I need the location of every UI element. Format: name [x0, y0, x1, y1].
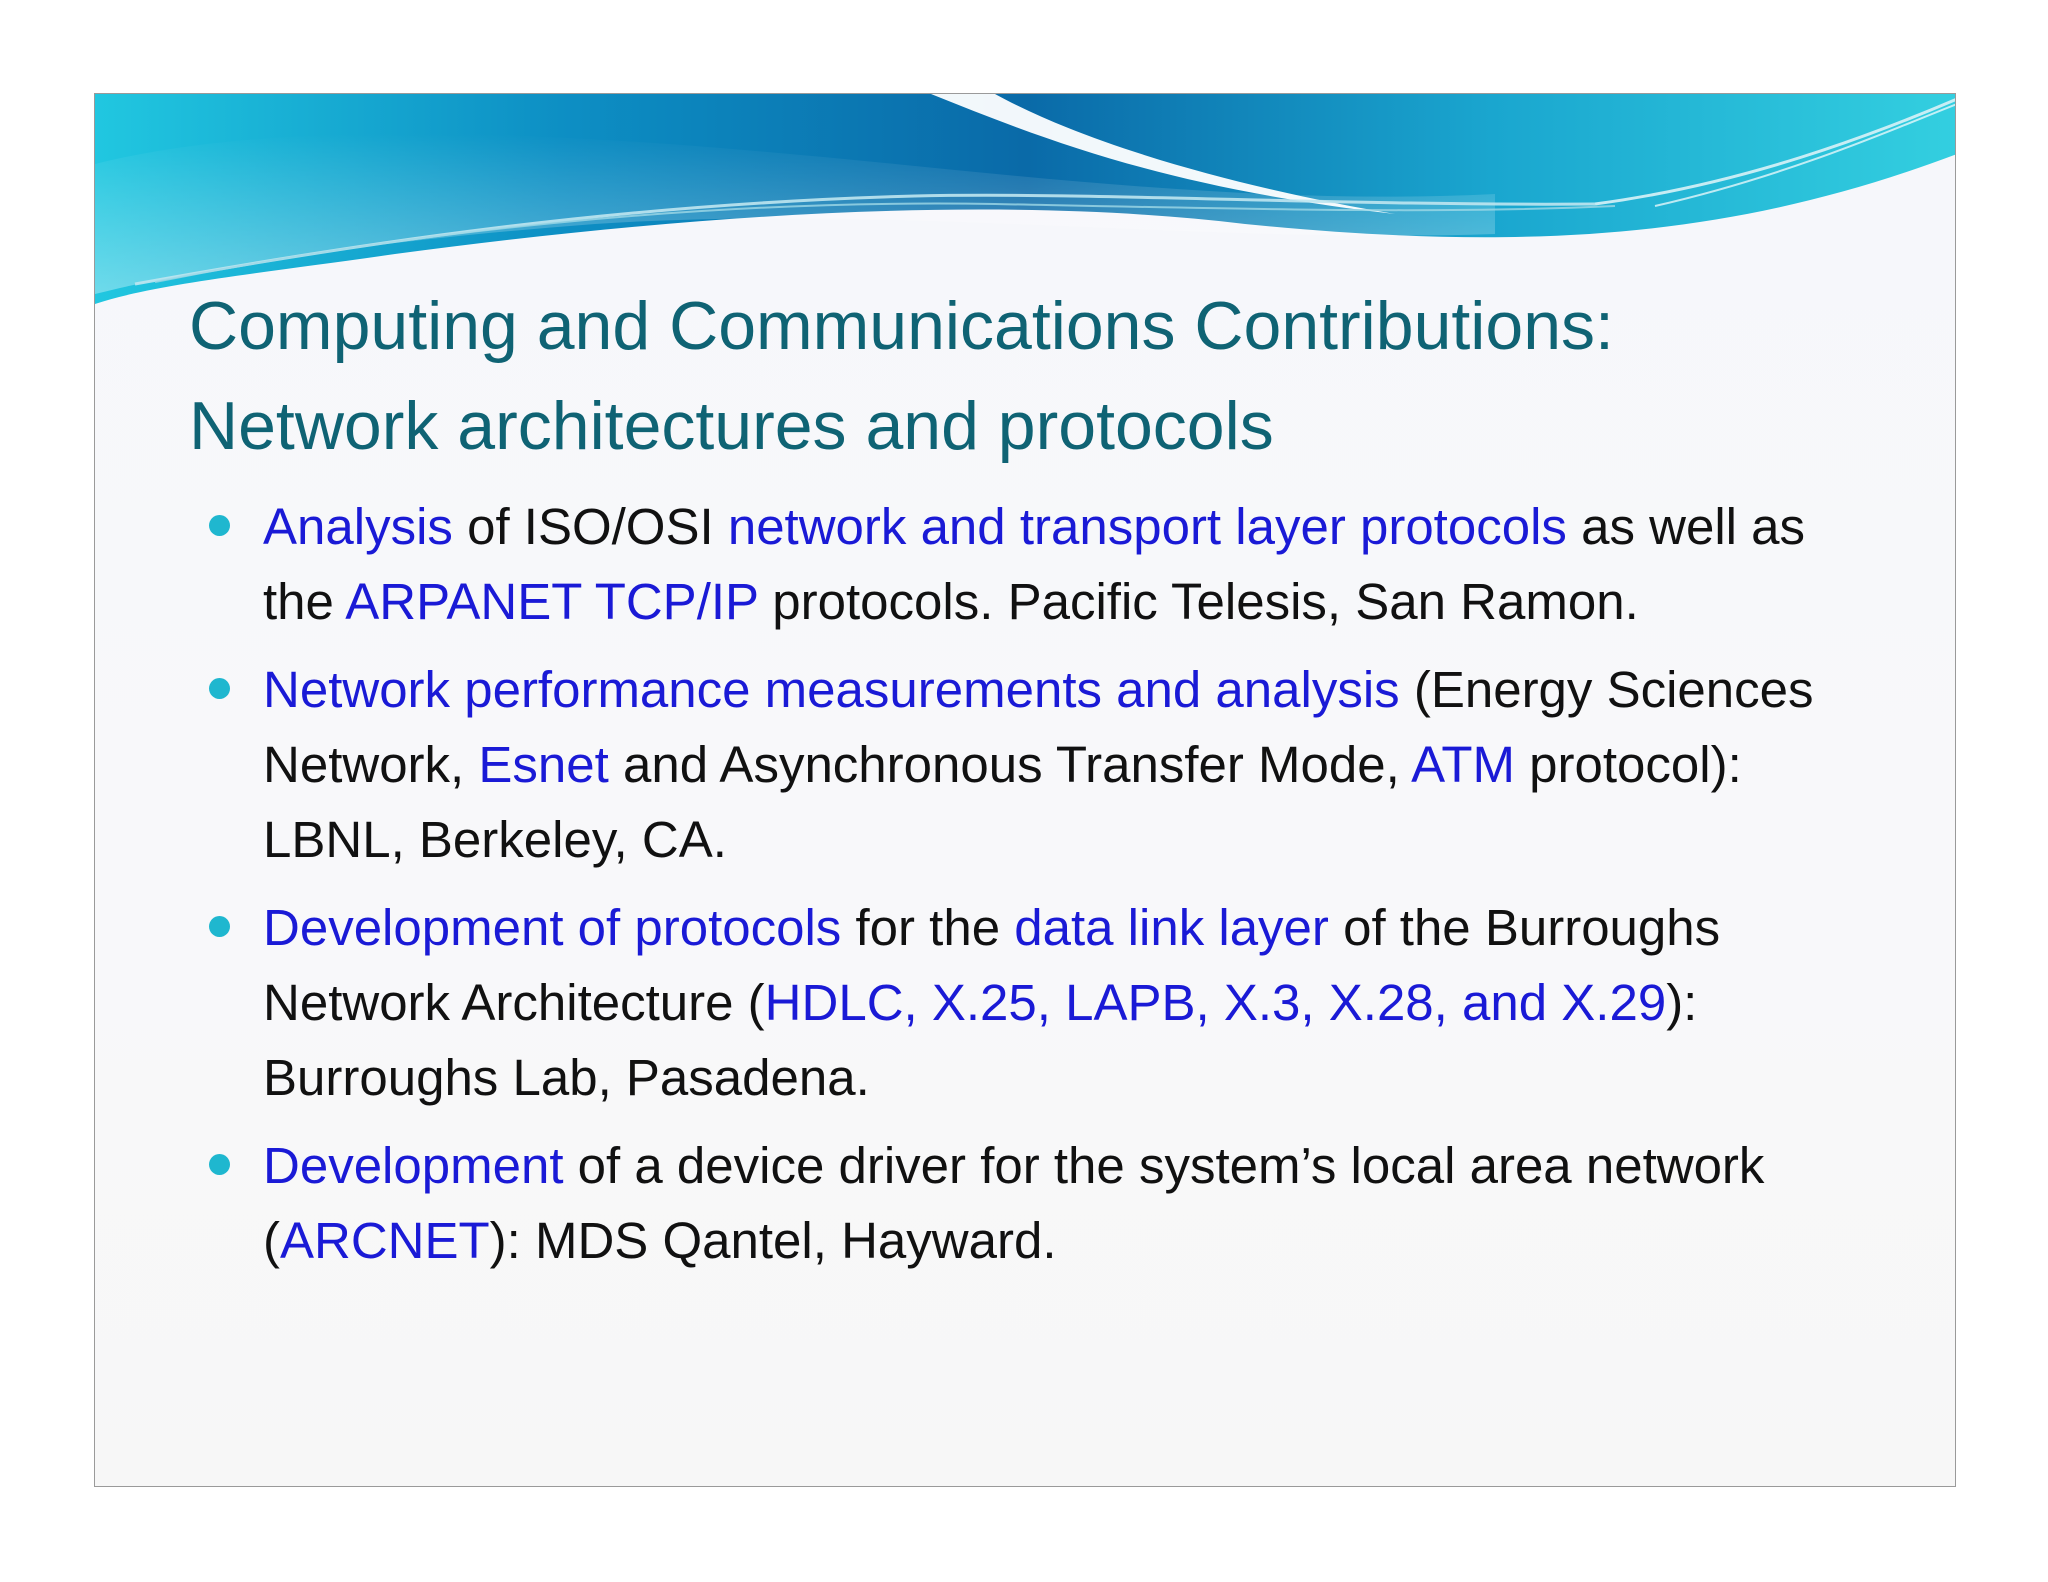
bullet-list — [189, 489, 1879, 1291]
bullet-text-highlight: Development — [263, 1137, 564, 1194]
bullet-text-highlight: Network performance measurements and analysis — [263, 661, 1400, 718]
bullet-text-highlight: Esnet — [478, 736, 609, 793]
bullet-dot-icon — [209, 916, 230, 937]
bullet-item — [189, 890, 1879, 1115]
bullet-text: protocols. Pacific Telesis, San Ramon. — [758, 573, 1639, 630]
bullet-text-highlight: HDLC, X.25, LAPB, X.3, X.28, and X.29 — [764, 974, 1667, 1031]
bullet-text-highlight: Development of protocols — [263, 899, 842, 956]
bullet-item — [189, 652, 1879, 877]
bullet-text-highlight: ARPANET TCP/IP — [345, 573, 759, 630]
slide-title — [189, 276, 1909, 476]
bullet-item — [189, 489, 1879, 639]
bullet-text: ): MDS Qantel, Hayward. — [489, 1212, 1057, 1269]
bullet-text-highlight: ATM — [1411, 736, 1515, 793]
bullet-text: (Energy Sciences Network, — [263, 661, 1814, 793]
bullet-text: protocol): LBNL, Berkeley, CA. — [263, 736, 1742, 868]
bullet-text: for the — [841, 899, 1015, 956]
bullet-text-highlight: Analysis — [263, 498, 453, 555]
bullet-text: and Asynchronous Transfer Mode, — [608, 736, 1412, 793]
bullet-text: as well as the — [263, 498, 1806, 630]
slide-title-line-2: Network architectures and protocols — [189, 388, 1274, 464]
bullet-dot-icon — [209, 1154, 230, 1175]
bullet-text-highlight: network and transport layer protocols — [727, 498, 1567, 555]
bullet-text: ): Burroughs Lab, Pasadena. — [263, 974, 1698, 1106]
bullet-text: of ISO/OSI — [452, 498, 728, 555]
slide — [94, 93, 1956, 1487]
bullet-text: of the Burroughs Network Architecture ( — [263, 899, 1721, 1031]
bullet-text: of a device driver for the system’s local area network ( — [263, 1137, 1765, 1269]
bullet-text-highlight: ARCNET — [279, 1212, 490, 1269]
bullet-dot-icon — [209, 678, 230, 699]
slide-title-line-1: Computing and Communications Contributions: — [189, 288, 1614, 364]
bullet-dot-icon — [209, 515, 230, 536]
bullet-text-highlight: data link layer — [1014, 899, 1329, 956]
bullet-item — [189, 1128, 1879, 1278]
